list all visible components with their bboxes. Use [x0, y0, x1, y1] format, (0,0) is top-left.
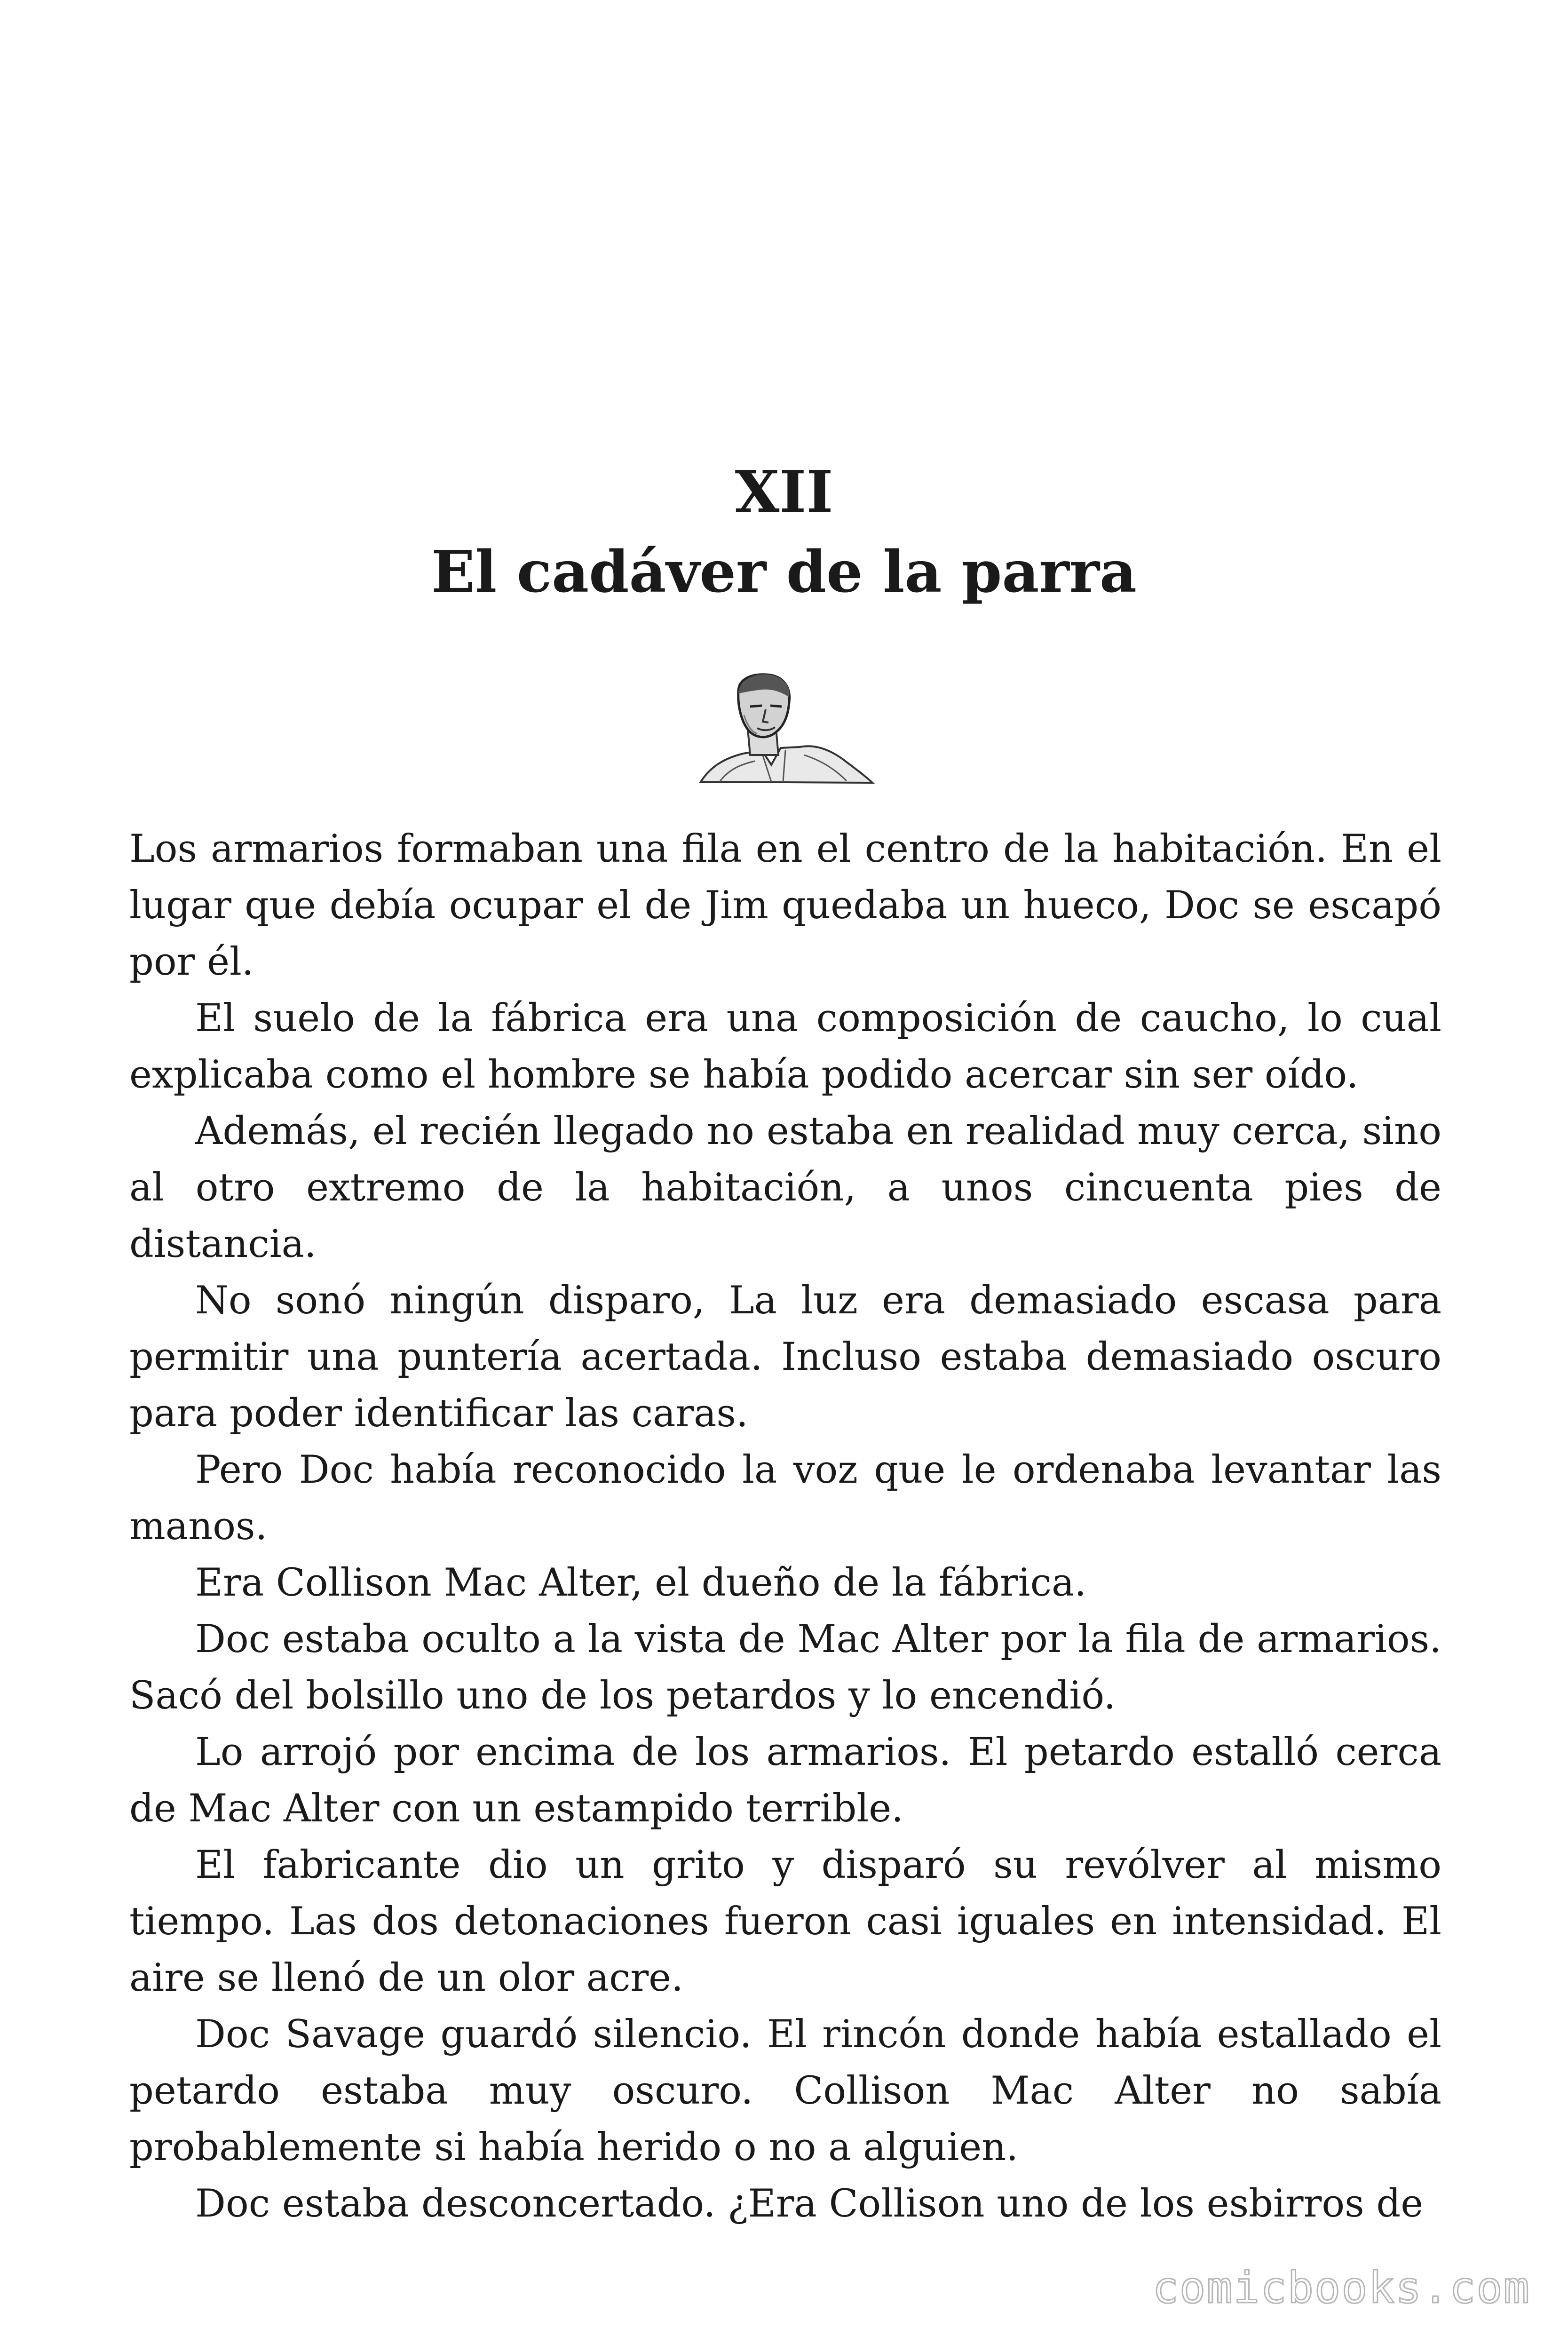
- chapter-title: El cadáver de la parra: [431, 538, 1137, 605]
- paragraph: Pero Doc había reconocido la voz que le ordenaba levantar las manos.: [129, 1448, 1441, 1549]
- body-text: [129, 821, 1441, 2232]
- bust-figure-icon: [691, 673, 875, 786]
- paragraph: Doc estaba desconcertado. ¿Era Collison uno de los esbirros de: [195, 2182, 1424, 2226]
- paragraph: Doc Savage guardó silencio. El rincón donde había estallado el petardo estaba muy oscuro. Collison Mac Alter no sabía probablemente si había herido o no a alguien.: [129, 2012, 1441, 2169]
- chapter-number: XII: [735, 458, 833, 525]
- paragraph: Los armarios formaban una fila en el centro de la habitación. En el lugar que debía ocupar el de Jim quedaba un hueco, Doc se escapó por él.: [129, 827, 1441, 984]
- paragraph: Doc estaba oculto a la vista de Mac Alter por la fila de armarios. Sacó del bolsillo uno de los petardos y lo encendió.: [129, 1617, 1441, 1718]
- chapter-heading: [0, 452, 1568, 612]
- paragraph: No sonó ningún disparo, La luz era demasiado escasa para permitir una puntería acertada. Incluso estaba demasiado oscuro para poder identificar las caras.: [129, 1279, 1441, 1436]
- watermark: comicbooks.com: [1152, 2263, 1530, 2313]
- paragraph: Además, el recién llegado no estaba en realidad muy cerca, sino al otro extremo de la habitación, a unos cincuenta pies de distancia.: [129, 1109, 1441, 1266]
- paragraph: El suelo de la fábrica era una composición de caucho, lo cual explicaba como el hombre se había podido acercar sin ser oído.: [129, 996, 1441, 1097]
- paragraph: Lo arrojó por encima de los armarios. El petardo estalló cerca de Mac Alter con un estampido terrible.: [129, 1730, 1441, 1831]
- paragraph: El fabricante dio un grito y disparó su revólver al mismo tiempo. Las dos detonaciones fueron casi iguales en intensidad. El aire se llenó de un olor acre.: [129, 1843, 1441, 2000]
- paragraph: Era Collison Mac Alter, el dueño de la fábrica.: [195, 1561, 1086, 1605]
